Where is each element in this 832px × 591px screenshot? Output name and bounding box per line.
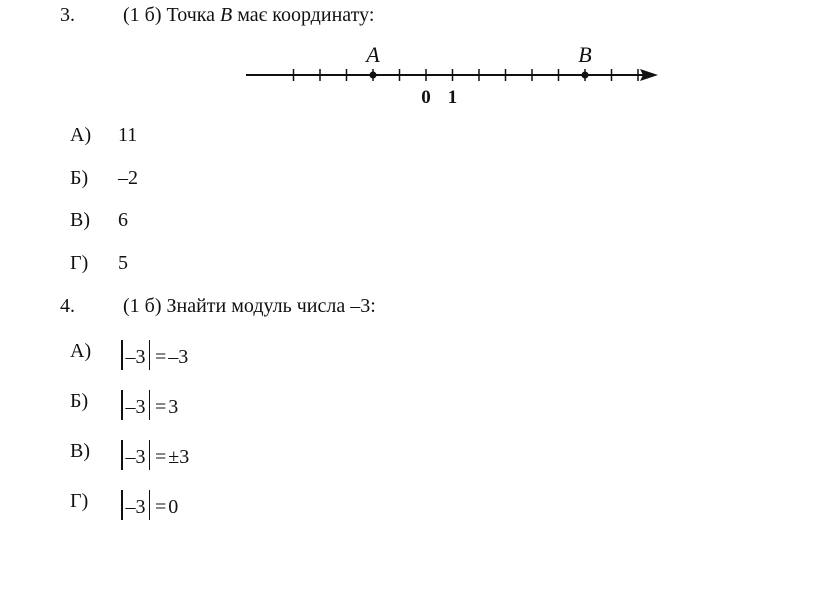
q3-option-d-value: 5	[118, 252, 128, 274]
abs-bar-left	[121, 490, 123, 520]
abs-bar-right	[149, 340, 151, 370]
abs-bar-right	[149, 440, 151, 470]
q4-option-c-expression	[118, 440, 189, 470]
question-4-text: (1 б) Знайти модуль числа –3:	[123, 295, 376, 317]
q3-option-a-label: А)	[70, 124, 92, 146]
equals-sign: =	[155, 446, 167, 468]
abs-result: 3	[168, 396, 179, 418]
question-3-number: 3.	[60, 4, 75, 26]
q3-option-a-value: 11	[118, 124, 138, 146]
number-line-svg	[242, 40, 662, 112]
abs-result: ±3	[168, 446, 190, 468]
q3-option-d-label: Г)	[70, 252, 89, 274]
abs-inner: –3	[125, 446, 146, 468]
q3-option-b-value: –2	[118, 167, 138, 189]
point-b-dot	[582, 72, 589, 79]
abs-bar-left	[121, 440, 123, 470]
equals-sign: =	[155, 496, 167, 518]
abs-result: –3	[168, 346, 189, 368]
question-4-number: 4.	[60, 295, 75, 317]
abs-bar-left	[121, 390, 123, 420]
q4-option-b-label: Б)	[70, 390, 89, 412]
number-line	[242, 40, 662, 112]
q4-option-d-label: Г)	[70, 490, 89, 512]
abs-bar-right	[149, 390, 151, 420]
q3-option-b-label: Б)	[70, 167, 89, 189]
equals-sign: =	[155, 396, 167, 418]
equals-sign: =	[155, 346, 167, 368]
abs-bar-left	[121, 340, 123, 370]
tick-label-one: 1	[447, 87, 458, 108]
abs-inner: –3	[125, 346, 146, 368]
question-3-text-before: (1 б) Точка	[123, 4, 221, 26]
q4-option-c-label: В)	[70, 440, 90, 462]
abs-result: 0	[168, 496, 179, 518]
q4-option-a-label: А)	[70, 340, 92, 362]
q3-option-c-value: 6	[118, 209, 128, 231]
abs-bar-right	[149, 490, 151, 520]
point-b-label: B	[578, 42, 592, 67]
q4-option-b-expression	[118, 390, 178, 420]
q4-option-a-expression	[118, 340, 188, 370]
question-3-text-var: B	[220, 4, 233, 26]
abs-inner: –3	[125, 396, 146, 418]
q4-option-d-expression	[118, 490, 178, 520]
question-3-text-after: має координату:	[232, 4, 375, 26]
q3-option-c-label: В)	[70, 209, 90, 231]
question-3-text	[123, 4, 374, 27]
tick-label-zero: 0	[421, 87, 431, 108]
abs-inner: –3	[125, 496, 146, 518]
point-a-dot	[370, 72, 377, 79]
point-a-label: A	[366, 42, 380, 67]
